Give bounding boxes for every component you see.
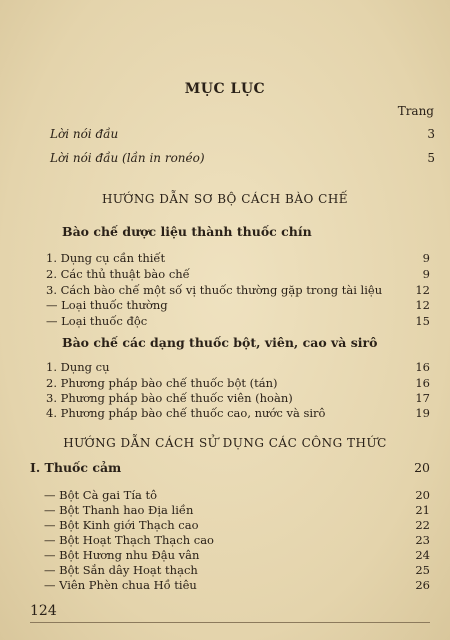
toc-entry (46, 251, 430, 265)
toc-entry-page: 9 (422, 267, 430, 281)
toc-entry-page: 26 (415, 578, 430, 592)
section-heading: HƯỚNG DẪN SƠ BỘ CÁCH BÀO CHẾ (101, 192, 349, 206)
toc-entry-page: 15 (415, 314, 430, 328)
page-title: MỤC LỤC (184, 81, 266, 97)
subsection-heading: Bào chế các dạng thuốc bột, viên, cao và sirô (62, 335, 378, 350)
toc-entry-label: 4. Phương pháp bào chế thuốc cao, nước và sirô (46, 406, 326, 420)
toc-entry-label: — Bột Hương nhu Đậu vân (44, 548, 200, 562)
toc-entry (46, 360, 430, 374)
toc-entry (46, 314, 430, 328)
toc-entry-label: — Viên Phèn chua Hồ tiêu (44, 578, 197, 592)
toc-entry-page: 16 (415, 360, 430, 374)
toc-entry-label: 1. Dụng cụ cần thiết (46, 251, 166, 265)
toc-entry-label: — Bột Hoạt Thạch Thạch cao (44, 533, 214, 547)
toc-entry (46, 298, 430, 312)
toc-entry-page: 12 (415, 283, 430, 297)
toc-entry-page: 5 (427, 151, 435, 165)
toc-entry (46, 283, 430, 297)
toc-entry (44, 563, 430, 577)
page-column-label: Trang (397, 104, 434, 118)
toc-entry-page: 23 (415, 533, 430, 547)
section-heading: HƯỚNG DẪN CÁCH SỬ DỤNG CÁC CÔNG THỨC (63, 436, 387, 450)
page-number: 124 (30, 603, 57, 619)
toc-entry-label: 2. Các thủ thuật bào chế (46, 267, 190, 281)
subsection-heading: Bào chế dược liệu thành thuốc chín (62, 224, 312, 239)
toc-entry-label: 1. Dụng cụ (46, 360, 110, 374)
toc-entry-page: 20 (415, 488, 430, 502)
toc-entry-page: 24 (415, 548, 430, 562)
toc-entry (46, 391, 430, 405)
toc-entry-page: 9 (422, 251, 430, 265)
toc-entry-label: 3. Phương pháp bào chế thuốc viên (hoàn) (46, 391, 293, 405)
toc-entry-page: 16 (415, 376, 430, 390)
toc-entry-page: 3 (427, 127, 435, 141)
toc-entry-page: 21 (415, 503, 430, 517)
toc-entry (50, 151, 435, 165)
toc-entry-page: 19 (415, 406, 430, 420)
toc-entry (44, 548, 430, 562)
toc-entry (46, 376, 430, 390)
toc-entry-label: — Loại thuốc thường (46, 298, 168, 312)
toc-entry-page: 17 (415, 391, 430, 405)
toc-entry (46, 406, 430, 420)
toc-part-label: I. Thuốc cảm (30, 460, 122, 475)
toc-entry-page: 25 (415, 563, 430, 577)
footer-rule (30, 622, 430, 623)
toc-entry-page: 22 (415, 518, 430, 532)
toc-entry-label: — Bột Sắn dây Hoạt thạch (44, 563, 198, 577)
toc-entry-label: — Bột Thanh hao Địa liền (44, 503, 194, 517)
toc-entry-label: 3. Cách bào chế một số vị thuốc thường gặp trong tài liệu (46, 283, 383, 297)
toc-entry-label: 2. Phương pháp bào chế thuốc bột (tán) (46, 376, 278, 390)
toc-entry (44, 533, 430, 547)
toc-entry (44, 503, 430, 517)
toc-entry-label: — Bột Cà gai Tía tô (44, 488, 158, 502)
toc-entry-page: 20 (414, 460, 430, 475)
toc-entry (44, 578, 430, 592)
toc-entry (46, 267, 430, 281)
toc-entry-label: Lời nói đầu (50, 127, 119, 141)
toc-entry-page: 12 (415, 298, 430, 312)
toc-entry-label: — Loại thuốc độc (46, 314, 148, 328)
toc-entry (44, 518, 430, 532)
toc-part-heading (30, 460, 430, 475)
toc-entry-label: Lời nói đầu (lần in ronéo) (50, 151, 205, 165)
toc-entry-label: — Bột Kinh giới Thạch cao (44, 518, 199, 532)
toc-entry (44, 488, 430, 502)
toc-entry (50, 127, 435, 141)
